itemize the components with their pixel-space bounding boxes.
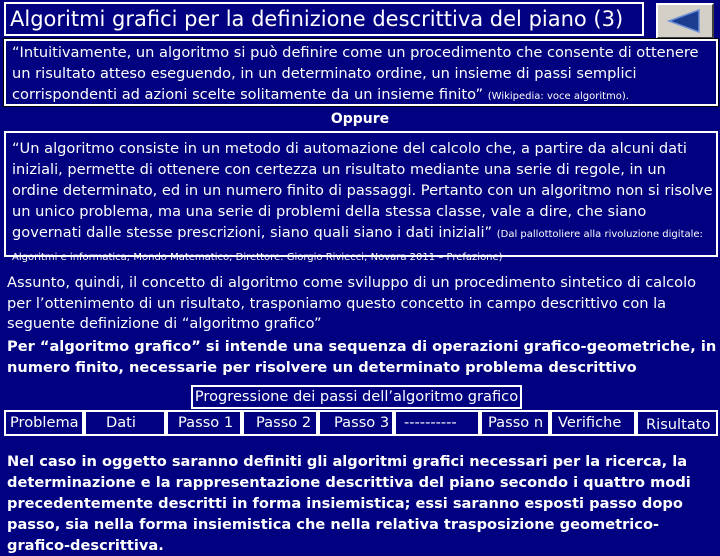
step-problema: Problema bbox=[4, 410, 84, 436]
oppure-label: Oppure bbox=[330, 111, 390, 127]
paragraph-definition: Per “algoritmo grafico” si intende una sequenza di operazioni grafico-geometriche, in numero finito, necessarie per risolvere un determinato problema descrittivo bbox=[7, 338, 717, 376]
quote-book-text: “Un algoritmo consiste in un metodo di automazione del calcolo che, a partire da alcuni dati iniziali, permette di ottenere con certezza un risultato mediante una serie di regole, in un ordine determinato, ed in un numero finito di passaggi. Pertanto con un algoritmo non si risolve un unico problema, ma una serie di problemi della stessa classe, vale a dire, che siano governati dalle stesse prescrizioni, siano quali siano i dati iniziali” bbox=[12, 140, 713, 241]
step-risultato: Risultato bbox=[636, 410, 718, 436]
quote-book-source: (Dal pallottoliere alla rivoluzione digitale: Algoritmi e informatica; Mondo Matematico; Direttore: Giorgio Riviecci; Novara 2011 – Prefazione) bbox=[12, 229, 703, 263]
progression-header: Progressione dei passi dell’algoritmo grafico bbox=[191, 385, 522, 409]
paragraph-conclusion: Nel caso in oggetto saranno definiti gli algoritmi grafici necessari per la ricerca, la determinazione e la rappresentazione descrittiva del piano secondo i quattro modi precedentemente descritti in forma insiemistica; essi saranno esposti passo dopo passo, sia nella forma insiemistica che nella relativa trasposizione geometrico-grafico-descrittiva. bbox=[7, 453, 691, 554]
slide-title-text: Algoritmi grafici per la definizione descrittiva del piano (3) bbox=[10, 7, 624, 31]
quote-wikipedia-source: (Wikipedia: voce algoritmo). bbox=[487, 91, 629, 102]
step-passo-3: Passo 3 bbox=[318, 410, 394, 436]
quote-book-box bbox=[4, 131, 718, 263]
step-verifiche: Verifiche bbox=[550, 410, 636, 436]
quote-wikipedia-box bbox=[4, 39, 718, 106]
back-button[interactable] bbox=[656, 3, 714, 39]
step-passo-2: Passo 2 bbox=[242, 410, 318, 436]
step-dati: Dati bbox=[84, 410, 166, 436]
step-passo-1: Passo 1 bbox=[166, 410, 242, 436]
back-arrow-icon bbox=[665, 8, 705, 34]
slide-title bbox=[4, 2, 644, 36]
paragraph-concept: Assunto, quindi, il concetto di algoritmo come sviluppo di un procedimento sintetico di calcolo per l’ottenimento di un risultato, trasponiamo questo concetto in campo descrittivo con la seguente definizione di “algoritmo grafico” bbox=[7, 274, 697, 332]
quote-wikipedia-text: “Intuitivamente, un algoritmo si può definire come un procedimento che consente di ottenere un risultato atteso eseguendo, in un determinato ordine, un insieme di passi semplici corrispondenti ad azioni scelte solitamente da un insieme finito” bbox=[12, 44, 699, 103]
step-ellipsis: ---------- bbox=[394, 410, 480, 436]
step-passo-n: Passo n bbox=[480, 410, 550, 436]
